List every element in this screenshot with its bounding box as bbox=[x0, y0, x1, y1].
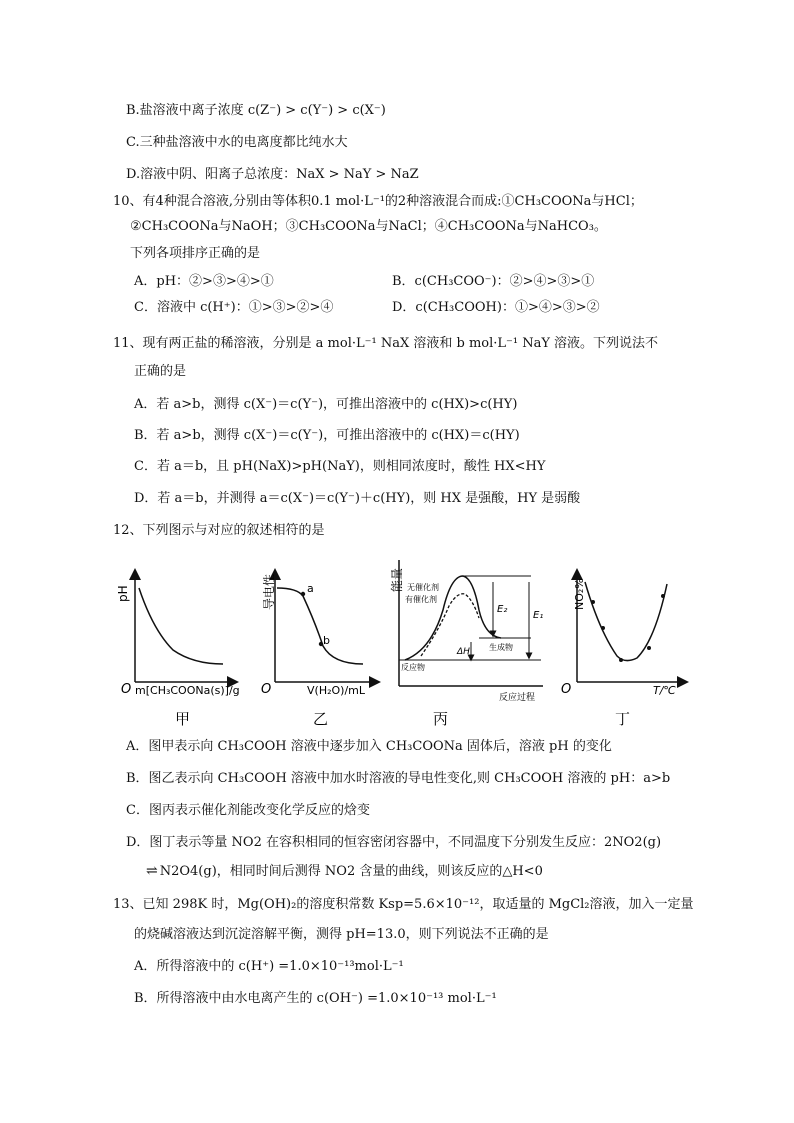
q10-option-c: C．溶液中 c(H⁺)：①>③>②>④ bbox=[134, 300, 334, 315]
q13-option-b: B．所得溶液中由水电离产生的 c(OH⁻) =1.0×10⁻¹³ mol·L⁻¹ bbox=[134, 991, 497, 1006]
fig1-caption: 甲 bbox=[175, 710, 191, 728]
q9-option-d: D.溶液中阴、阳离子总浓度：NaX > NaY > NaZ bbox=[126, 167, 419, 182]
figure-bing bbox=[381, 560, 551, 730]
q13-option-a: A．所得溶液中的 c(H⁺) =1.0×10⁻¹³mol·L⁻¹ bbox=[134, 959, 404, 974]
fig3-caption: 丙 bbox=[433, 710, 449, 728]
fig3-e1: E₁ bbox=[533, 610, 544, 621]
q12-figures bbox=[113, 560, 693, 730]
fig2-point-b: b bbox=[323, 634, 330, 647]
fig1-ylabel: pH bbox=[116, 585, 130, 602]
q12-option-d-line1: D．图丁表示等量 NO2 在容积相同的恒容密闭容器中，不同温度下分别发生反应：2NO2(g) bbox=[126, 835, 662, 850]
figure-jia bbox=[113, 560, 243, 730]
fig4-xlabel: T/℃ bbox=[653, 684, 676, 697]
q12-stem: 12、下列图示与对应的叙述相符的是 bbox=[113, 523, 325, 538]
fig4-caption: 丁 bbox=[615, 710, 631, 728]
q13-stem-line2: 的烧碱溶液达到沉淀溶解平衡，测得 pH=13.0，则下列说法不正确的是 bbox=[134, 927, 549, 942]
q12-option-d-line2 bbox=[146, 862, 543, 881]
q10-stem-line1: 10、有4种混合溶液,分别由等体积0.1 mol·L⁻¹的2种溶液混合而成:①CH₃COONa与HCl； bbox=[113, 194, 643, 209]
figure-ding bbox=[559, 560, 693, 730]
fig3-legend-catalyst: 有催化剂 bbox=[405, 595, 437, 604]
fig2-origin: O bbox=[261, 682, 272, 697]
fig3-xlabel: 反应过程 bbox=[499, 693, 536, 703]
q12-option-a: A．图甲表示向 CH₃COOH 溶液中逐步加入 CH₃COONa 固体后，溶液 pH 的变化 bbox=[126, 739, 612, 754]
q10-option-d: D．c(CH₃COOH)：①>④>③>② bbox=[392, 300, 600, 315]
q11-option-b: B．若 a>b，测得 c(X⁻)＝c(Y⁻)，可推出溶液中的 c(HX)＝c(HY) bbox=[134, 428, 520, 443]
q13-stem-line1: 13、已知 298K 时，Mg(OH)₂的溶度积常数 Ksp=5.6×10⁻¹²，取适量的 MgCl₂溶液，加入一定量 bbox=[113, 897, 694, 912]
fig1-xlabel: m[CH₃COONa(s)]/g bbox=[135, 684, 240, 697]
fig4-origin: O bbox=[561, 682, 572, 697]
fig3-dh: ΔH bbox=[457, 647, 470, 657]
fig3-ylabel: 能量 bbox=[390, 567, 404, 592]
fig2-ylabel: 导电性 bbox=[262, 573, 276, 610]
fig3-e2: E₂ bbox=[497, 604, 508, 615]
q12-option-c: C．图丙表示催化剂能改变化学反应的焓变 bbox=[126, 803, 370, 818]
q9-option-b: B.盐溶液中离子浓度 c(Z⁻) > c(Y⁻) > c(X⁻) bbox=[126, 103, 386, 118]
fig1-origin: O bbox=[121, 682, 132, 697]
q12-option-d-line2-text: N2O4(g)，相同时间后测得 NO2 含量的曲线，则该反应的△H<0 bbox=[159, 864, 543, 879]
q11-stem-line1: 11、现有两正盐的稀溶液，分别是 a mol·L⁻¹ NaX 溶液和 b mol·L⁻¹ NaY 溶液。下列说法不 bbox=[113, 336, 659, 351]
q11-option-c: C．若 a＝b，且 pH(NaX)>pH(NaY)，则相同浓度时，酸性 HX<HY bbox=[134, 459, 546, 474]
q10-stem-line3: 下列各项排序正确的是 bbox=[130, 246, 261, 261]
fig2-caption: 乙 bbox=[313, 710, 329, 728]
q10-stem-line2: ②CH₃COONa与NaOH；③CH₃COONa与NaCl；④CH₃COONa与NaHCO₃。 bbox=[130, 219, 607, 234]
fig2-point-a: a bbox=[307, 582, 314, 595]
fig3-product: 生成物 bbox=[489, 643, 513, 652]
equilibrium-arrow-icon: ⇌ bbox=[146, 863, 158, 879]
fig3-legend-no-catalyst: 无催化剂 bbox=[407, 583, 439, 592]
fig2-xlabel: V(H₂O)/mL bbox=[307, 684, 365, 697]
q11-option-d: D．若 a＝b，并测得 a＝c(X⁻)＝c(Y⁻)＋c(HY)，则 HX 是强酸，HY 是弱酸 bbox=[134, 491, 581, 506]
fig4-ylabel: NO₂% bbox=[573, 578, 586, 610]
fig3-reactant: 反应物 bbox=[401, 663, 425, 672]
q11-option-a: A．若 a>b，测得 c(X⁻)＝c(Y⁻)，可推出溶液中的 c(HX)>c(HY) bbox=[134, 397, 518, 412]
q9-option-c: C.三种盐溶液中水的电离度都比纯水大 bbox=[126, 135, 348, 150]
q10-option-a: A．pH：②>③>④>① bbox=[134, 274, 274, 289]
q12-option-b: B．图乙表示向 CH₃COOH 溶液中加水时溶液的导电性变化,则 CH₃COOH 溶液的 pH：a>b bbox=[126, 771, 671, 786]
q10-option-b: B．c(CH₃COO⁻)：②>④>③>① bbox=[392, 274, 595, 289]
figure-yi bbox=[253, 560, 383, 730]
q11-stem-line2: 正确的是 bbox=[134, 364, 187, 379]
